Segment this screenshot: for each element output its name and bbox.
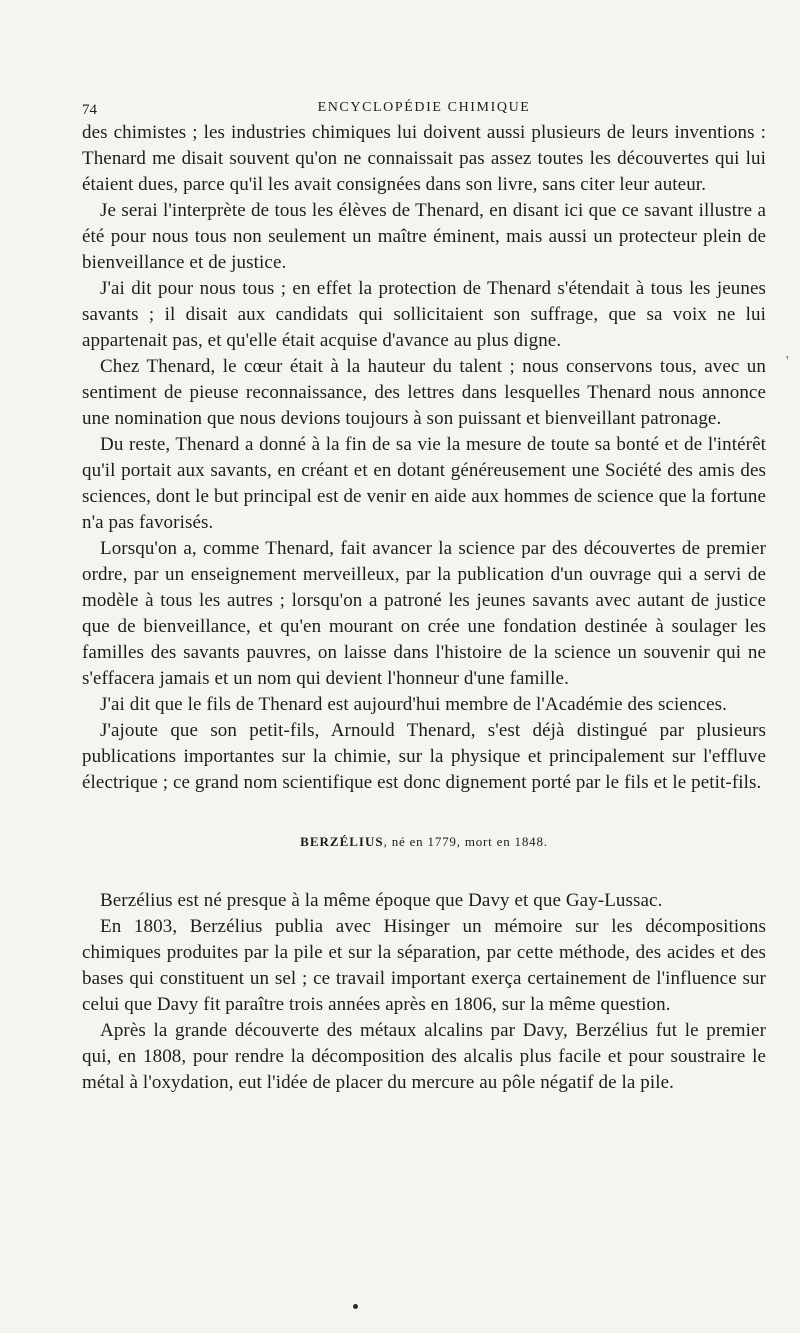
running-head bbox=[82, 96, 766, 118]
page-number: 74 bbox=[82, 102, 97, 118]
paragraph: Du reste, Thenard a donné à la fin de sa vie la mesure de toute sa bonté et de l'intérêt qu'il portait aux savants, en créant et en dotant généreusement une Société des amis des sciences, dont le but principal est de venir en aide aux hommes de science que la fortune n'a pas favorisés. bbox=[82, 434, 766, 533]
paragraph: J'ajoute que son petit-fils, Arnould Thenard, s'est déjà distingué par plusieurs publications importantes sur la chimie, sur la physique et principalement sur l'effluve électrique ; ce grand nom scientifique est donc dignement porté par le fils et le petit-fils. bbox=[82, 720, 766, 793]
stray-ink-dot bbox=[353, 1304, 358, 1309]
paragraph: Lorsqu'on a, comme Thenard, fait avancer la science par des découvertes de premier ordre, par un enseignement merveilleux, par la publication d'un ouvrage qui a servi de modèle à tous les autres ; lorsqu'on a patroné les jeunes savants avec autant de justice que de bienveillance, et qu'en mourant on crée une fondation destinée à soulager les familles des savants pauvres, on laisse dans l'histoire de la science un souvenir qui ne s'effacera jamais et un nom qui devient l'honneur d'une famille. bbox=[82, 538, 766, 689]
book-page bbox=[82, 96, 766, 1096]
paragraph: Chez Thenard, le cœur était à la hauteur du talent ; nous conservons tous, avec un sentiment de pieuse reconnaissance, des lettres dans lesquelles Thenard nous annonce une nomination que nous devions toujours à son puissant et bienveillant patronage. bbox=[82, 356, 766, 429]
paragraph: Berzélius est né presque à la même époque que Davy et que Gay-Lussac. bbox=[100, 890, 663, 911]
paragraph: J'ai dit que le fils de Thenard est aujourd'hui membre de l'Académie des sciences. bbox=[100, 694, 727, 715]
paragraph: En 1803, Berzélius publia avec Hisinger un mémoire sur les décompositions chimiques produites par la pile et sur la séparation, par cette méthode, des acides et des bases qui constituent un sel ; ce travail important exerça certainement de l'influence sur celui que Davy fit paraître trois années après en 1806, sur la même question. bbox=[82, 916, 766, 1015]
paragraph: des chimistes ; les industries chimiques lui doivent aussi plusieurs de leurs inventions : Thenard me disait souvent qu'on ne connaissait pas assez toutes les découvertes qui lui étaient dues, parce qu'il les avait consignées dans son livre, sans citer leur auteur. bbox=[82, 122, 766, 195]
paragraph: Je serai l'interprète de tous les élèves de Thenard, en disant ici que ce savant illustre a été pour nous tous non seulement un maître éminent, mais aussi un protecteur plein de bienveillance et de justice. bbox=[82, 200, 766, 273]
paragraph: J'ai dit pour nous tous ; en effet la protection de Thenard s'étendait à tous les jeunes savants ; il disait aux candidats qui sollicitaient son suffrage, que sa voix ne lui appartenait pas, et qu'elle était acquise d'avance au plus digne. bbox=[82, 278, 766, 351]
paragraph: Après la grande découverte des métaux alcalins par Davy, Berzélius fut le premier qui, en 1808, pour rendre la décomposition des alcalis plus facile et pour soustraire le métal à l'oxydation, eut l'idée de placer du mercure au pôle négatif de la pile. bbox=[82, 1020, 766, 1093]
margin-mark: ' bbox=[786, 354, 789, 369]
section-heading-name: BERZÉLIUS bbox=[300, 834, 384, 849]
running-title: ENCYCLOPÉDIE CHIMIQUE bbox=[317, 100, 531, 115]
section-heading bbox=[82, 834, 766, 850]
section-heading-dates: , né en 1779, mort en 1848. bbox=[383, 834, 548, 849]
